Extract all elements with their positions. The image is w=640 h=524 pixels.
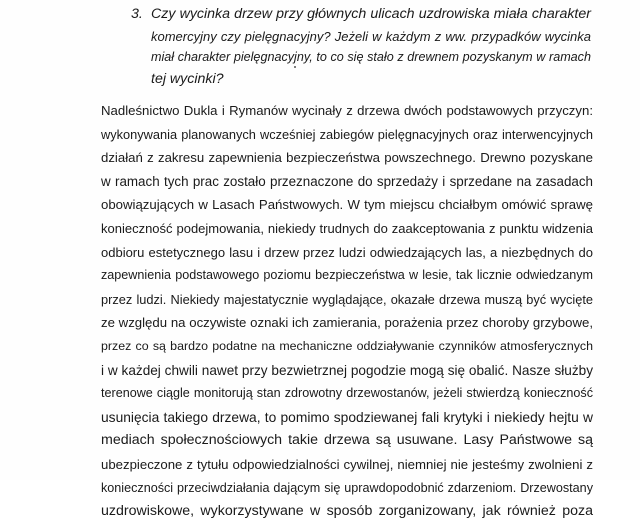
- paragraph-line: przez co są bardzo podatne na mechaniczne oddziaływanie czynników atmosferycznych: [101, 338, 593, 353]
- paragraph-line: wykonywania planowanych wcześniej zabiegów pielęgnacyjnych oraz interwencyjnych: [101, 126, 593, 142]
- paragraph-line: działań z zakresu zapewnienia bezpieczeństwa powszechnego. Drewno pozyskane: [101, 150, 593, 166]
- question-number: 3.: [131, 6, 143, 22]
- paragraph-line: mediach społecznościowych takie drzewa są usuwane. Lasy Państwowe są: [101, 432, 593, 449]
- paragraph-line: terenowe ciągle monitorują stan zdrowotny drzewostanów, jeżeli stwierdzą konieczność: [101, 386, 593, 401]
- paragraph-line: konieczności przeciwdziałania dającym się uprawdopodobnić zdarzeniom. Drzewostany: [101, 480, 593, 495]
- paragraph-line: odbioru estetycznego lasu i drzew przez ludzi odwiedzających las, a niezbędnych do: [101, 244, 593, 260]
- paragraph-line: zapewnienia podstawowego poziomu bezpieczeństwa w lesie, tak licznie odwiedzanym: [101, 268, 593, 283]
- question-item: [131, 4, 591, 90]
- paragraph-line: w ramach tych prac zostało przeznaczone do sprzedaży i sprzedane na zasadach: [101, 173, 593, 189]
- paragraph-line: uzdrowiskowe, wykorzystywane w sposób zorganizowany, jak również poza: [101, 503, 593, 520]
- question-line: miał charakter pielęgnacyjny, to co się stało z drewnem pozyskanym w ramach: [151, 50, 591, 64]
- question-line: komercyjny czy pielęgnacyjny? Jeżeli w każdym z ww. przypadków wycinka: [151, 28, 591, 44]
- paragraph-line: obowiązujących w Lasach Państwowych. W tym miejscu chciałbym omówić sprawę: [101, 197, 593, 213]
- question-line: tej wycinki?: [151, 70, 224, 87]
- question-text: [151, 4, 591, 90]
- question-line: Czy wycinka drzew przy głównych ulicach uzdrowiska miała charakter: [151, 6, 591, 22]
- paragraph-line: i w każdej chwili nawet przy bezwietrznej pogodzie mogą się obalić. Nasze służby: [101, 362, 593, 378]
- paragraph-line: usunięcia takiego drzewa, to pomimo spodziewanej fali krytyki i niekiedy hejtu w: [101, 409, 593, 425]
- answer-paragraph: [101, 99, 593, 524]
- paragraph-line: ubezpieczone z tytułu odpowiedzialności cywilnej, niemniej nie jesteśmy zwolnieni z: [101, 456, 593, 472]
- scan-speck: [294, 66, 296, 68]
- paragraph-line: Nadleśnictwo Dukla i Rymanów wycinały z drzewa dwóch podstawowych przyczyn:: [101, 103, 593, 118]
- paragraph-line: przez ludzi. Niekiedy majestatycznie wyglądające, okazałe drzewa muszą być wycięte: [101, 291, 593, 307]
- paragraph-line: konieczność podejmowania, niekiedy trudnych do zaakceptowania z punktu widzenia: [101, 220, 593, 236]
- paragraph-line: ze względu na oczywiste oznaki ich zamierania, porażenia przez choroby grzybowe,: [101, 315, 593, 331]
